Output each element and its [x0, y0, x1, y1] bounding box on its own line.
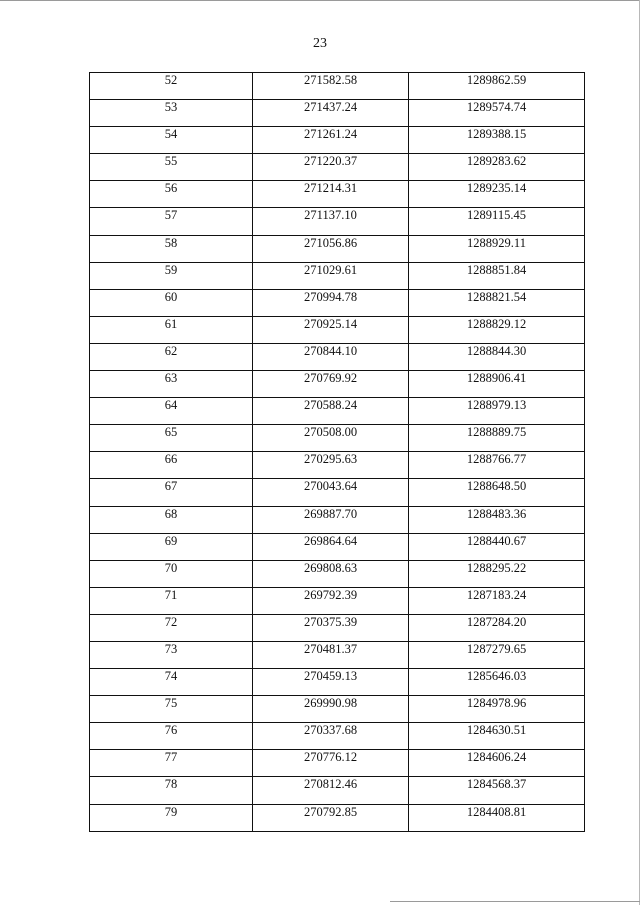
point-number-cell: 70 [90, 560, 253, 587]
table-row [90, 343, 585, 370]
point-number-cell: 61 [90, 316, 253, 343]
y-coordinate-cell: 1284568.37 [409, 777, 585, 804]
point-number-cell: 60 [90, 289, 253, 316]
x-coordinate-cell: 270769.92 [253, 371, 409, 398]
y-coordinate-cell: 1289388.15 [409, 127, 585, 154]
scan-edge-top [0, 0, 640, 1]
x-coordinate-cell: 270043.64 [253, 479, 409, 506]
table-row [90, 750, 585, 777]
y-coordinate-cell: 1284408.81 [409, 804, 585, 831]
y-coordinate-cell: 1285646.03 [409, 669, 585, 696]
point-number-cell: 65 [90, 425, 253, 452]
table-row [90, 425, 585, 452]
y-coordinate-cell: 1289235.14 [409, 181, 585, 208]
x-coordinate-cell: 270459.13 [253, 669, 409, 696]
y-coordinate-cell: 1289574.74 [409, 100, 585, 127]
table-row [90, 371, 585, 398]
x-coordinate-cell: 270792.85 [253, 804, 409, 831]
page-number: 23 [313, 36, 327, 51]
y-coordinate-cell: 1287279.65 [409, 641, 585, 668]
y-coordinate-cell: 1288851.84 [409, 262, 585, 289]
point-number-cell: 73 [90, 641, 253, 668]
x-coordinate-cell: 271437.24 [253, 100, 409, 127]
y-coordinate-cell: 1288906.41 [409, 371, 585, 398]
table-row [90, 289, 585, 316]
x-coordinate-cell: 270481.37 [253, 641, 409, 668]
table-row [90, 533, 585, 560]
x-coordinate-cell: 270588.24 [253, 398, 409, 425]
y-coordinate-cell: 1288844.30 [409, 343, 585, 370]
y-coordinate-cell: 1288889.75 [409, 425, 585, 452]
point-number-cell: 54 [90, 127, 253, 154]
table-row [90, 587, 585, 614]
table-row [90, 506, 585, 533]
table-row [90, 560, 585, 587]
point-number-cell: 67 [90, 479, 253, 506]
x-coordinate-cell: 271056.86 [253, 235, 409, 262]
x-coordinate-cell: 270508.00 [253, 425, 409, 452]
point-number-cell: 52 [90, 73, 253, 100]
y-coordinate-cell: 1289862.59 [409, 73, 585, 100]
table-row [90, 73, 585, 100]
x-coordinate-cell: 269792.39 [253, 587, 409, 614]
point-number-cell: 56 [90, 181, 253, 208]
x-coordinate-cell: 270994.78 [253, 289, 409, 316]
coordinates-table [89, 72, 585, 832]
x-coordinate-cell: 271220.37 [253, 154, 409, 181]
table-row [90, 181, 585, 208]
table-row [90, 641, 585, 668]
table-row [90, 723, 585, 750]
y-coordinate-cell: 1289283.62 [409, 154, 585, 181]
y-coordinate-cell: 1288648.50 [409, 479, 585, 506]
point-number-cell: 75 [90, 696, 253, 723]
x-coordinate-cell: 271582.58 [253, 73, 409, 100]
table-row [90, 398, 585, 425]
point-number-cell: 77 [90, 750, 253, 777]
table-row [90, 452, 585, 479]
y-coordinate-cell: 1288766.77 [409, 452, 585, 479]
y-coordinate-cell: 1288440.67 [409, 533, 585, 560]
y-coordinate-cell: 1284606.24 [409, 750, 585, 777]
y-coordinate-cell: 1284978.96 [409, 696, 585, 723]
table-row [90, 208, 585, 235]
table-row [90, 262, 585, 289]
x-coordinate-cell: 271029.61 [253, 262, 409, 289]
x-coordinate-cell: 270812.46 [253, 777, 409, 804]
table-row [90, 154, 585, 181]
point-number-cell: 68 [90, 506, 253, 533]
point-number-cell: 63 [90, 371, 253, 398]
x-coordinate-cell: 271214.31 [253, 181, 409, 208]
table-row [90, 316, 585, 343]
point-number-cell: 59 [90, 262, 253, 289]
x-coordinate-cell: 269808.63 [253, 560, 409, 587]
y-coordinate-cell: 1287183.24 [409, 587, 585, 614]
y-coordinate-cell: 1288483.36 [409, 506, 585, 533]
point-number-cell: 76 [90, 723, 253, 750]
y-coordinate-cell: 1288929.11 [409, 235, 585, 262]
table-row [90, 804, 585, 831]
table-row [90, 479, 585, 506]
point-number-cell: 78 [90, 777, 253, 804]
y-coordinate-cell: 1288295.22 [409, 560, 585, 587]
x-coordinate-cell: 269887.70 [253, 506, 409, 533]
y-coordinate-cell: 1288979.13 [409, 398, 585, 425]
y-coordinate-cell: 1287284.20 [409, 614, 585, 641]
point-number-cell: 71 [90, 587, 253, 614]
x-coordinate-cell: 271261.24 [253, 127, 409, 154]
point-number-cell: 53 [90, 100, 253, 127]
table-row [90, 235, 585, 262]
x-coordinate-cell: 269864.64 [253, 533, 409, 560]
y-coordinate-cell: 1284630.51 [409, 723, 585, 750]
point-number-cell: 55 [90, 154, 253, 181]
point-number-cell: 79 [90, 804, 253, 831]
point-number-cell: 64 [90, 398, 253, 425]
table-row [90, 127, 585, 154]
y-coordinate-cell: 1289115.45 [409, 208, 585, 235]
scan-edge-bottom [390, 901, 640, 902]
x-coordinate-cell: 270844.10 [253, 343, 409, 370]
y-coordinate-cell: 1288829.12 [409, 316, 585, 343]
point-number-cell: 69 [90, 533, 253, 560]
x-coordinate-cell: 271137.10 [253, 208, 409, 235]
table-row [90, 614, 585, 641]
table-row [90, 696, 585, 723]
point-number-cell: 62 [90, 343, 253, 370]
x-coordinate-cell: 270375.39 [253, 614, 409, 641]
point-number-cell: 57 [90, 208, 253, 235]
x-coordinate-cell: 270337.68 [253, 723, 409, 750]
x-coordinate-cell: 270295.63 [253, 452, 409, 479]
point-number-cell: 66 [90, 452, 253, 479]
x-coordinate-cell: 269990.98 [253, 696, 409, 723]
x-coordinate-cell: 270776.12 [253, 750, 409, 777]
coordinates-table-body [90, 73, 585, 832]
table-row [90, 669, 585, 696]
point-number-cell: 74 [90, 669, 253, 696]
x-coordinate-cell: 270925.14 [253, 316, 409, 343]
point-number-cell: 72 [90, 614, 253, 641]
y-coordinate-cell: 1288821.54 [409, 289, 585, 316]
point-number-cell: 58 [90, 235, 253, 262]
table-row [90, 100, 585, 127]
table-row [90, 777, 585, 804]
